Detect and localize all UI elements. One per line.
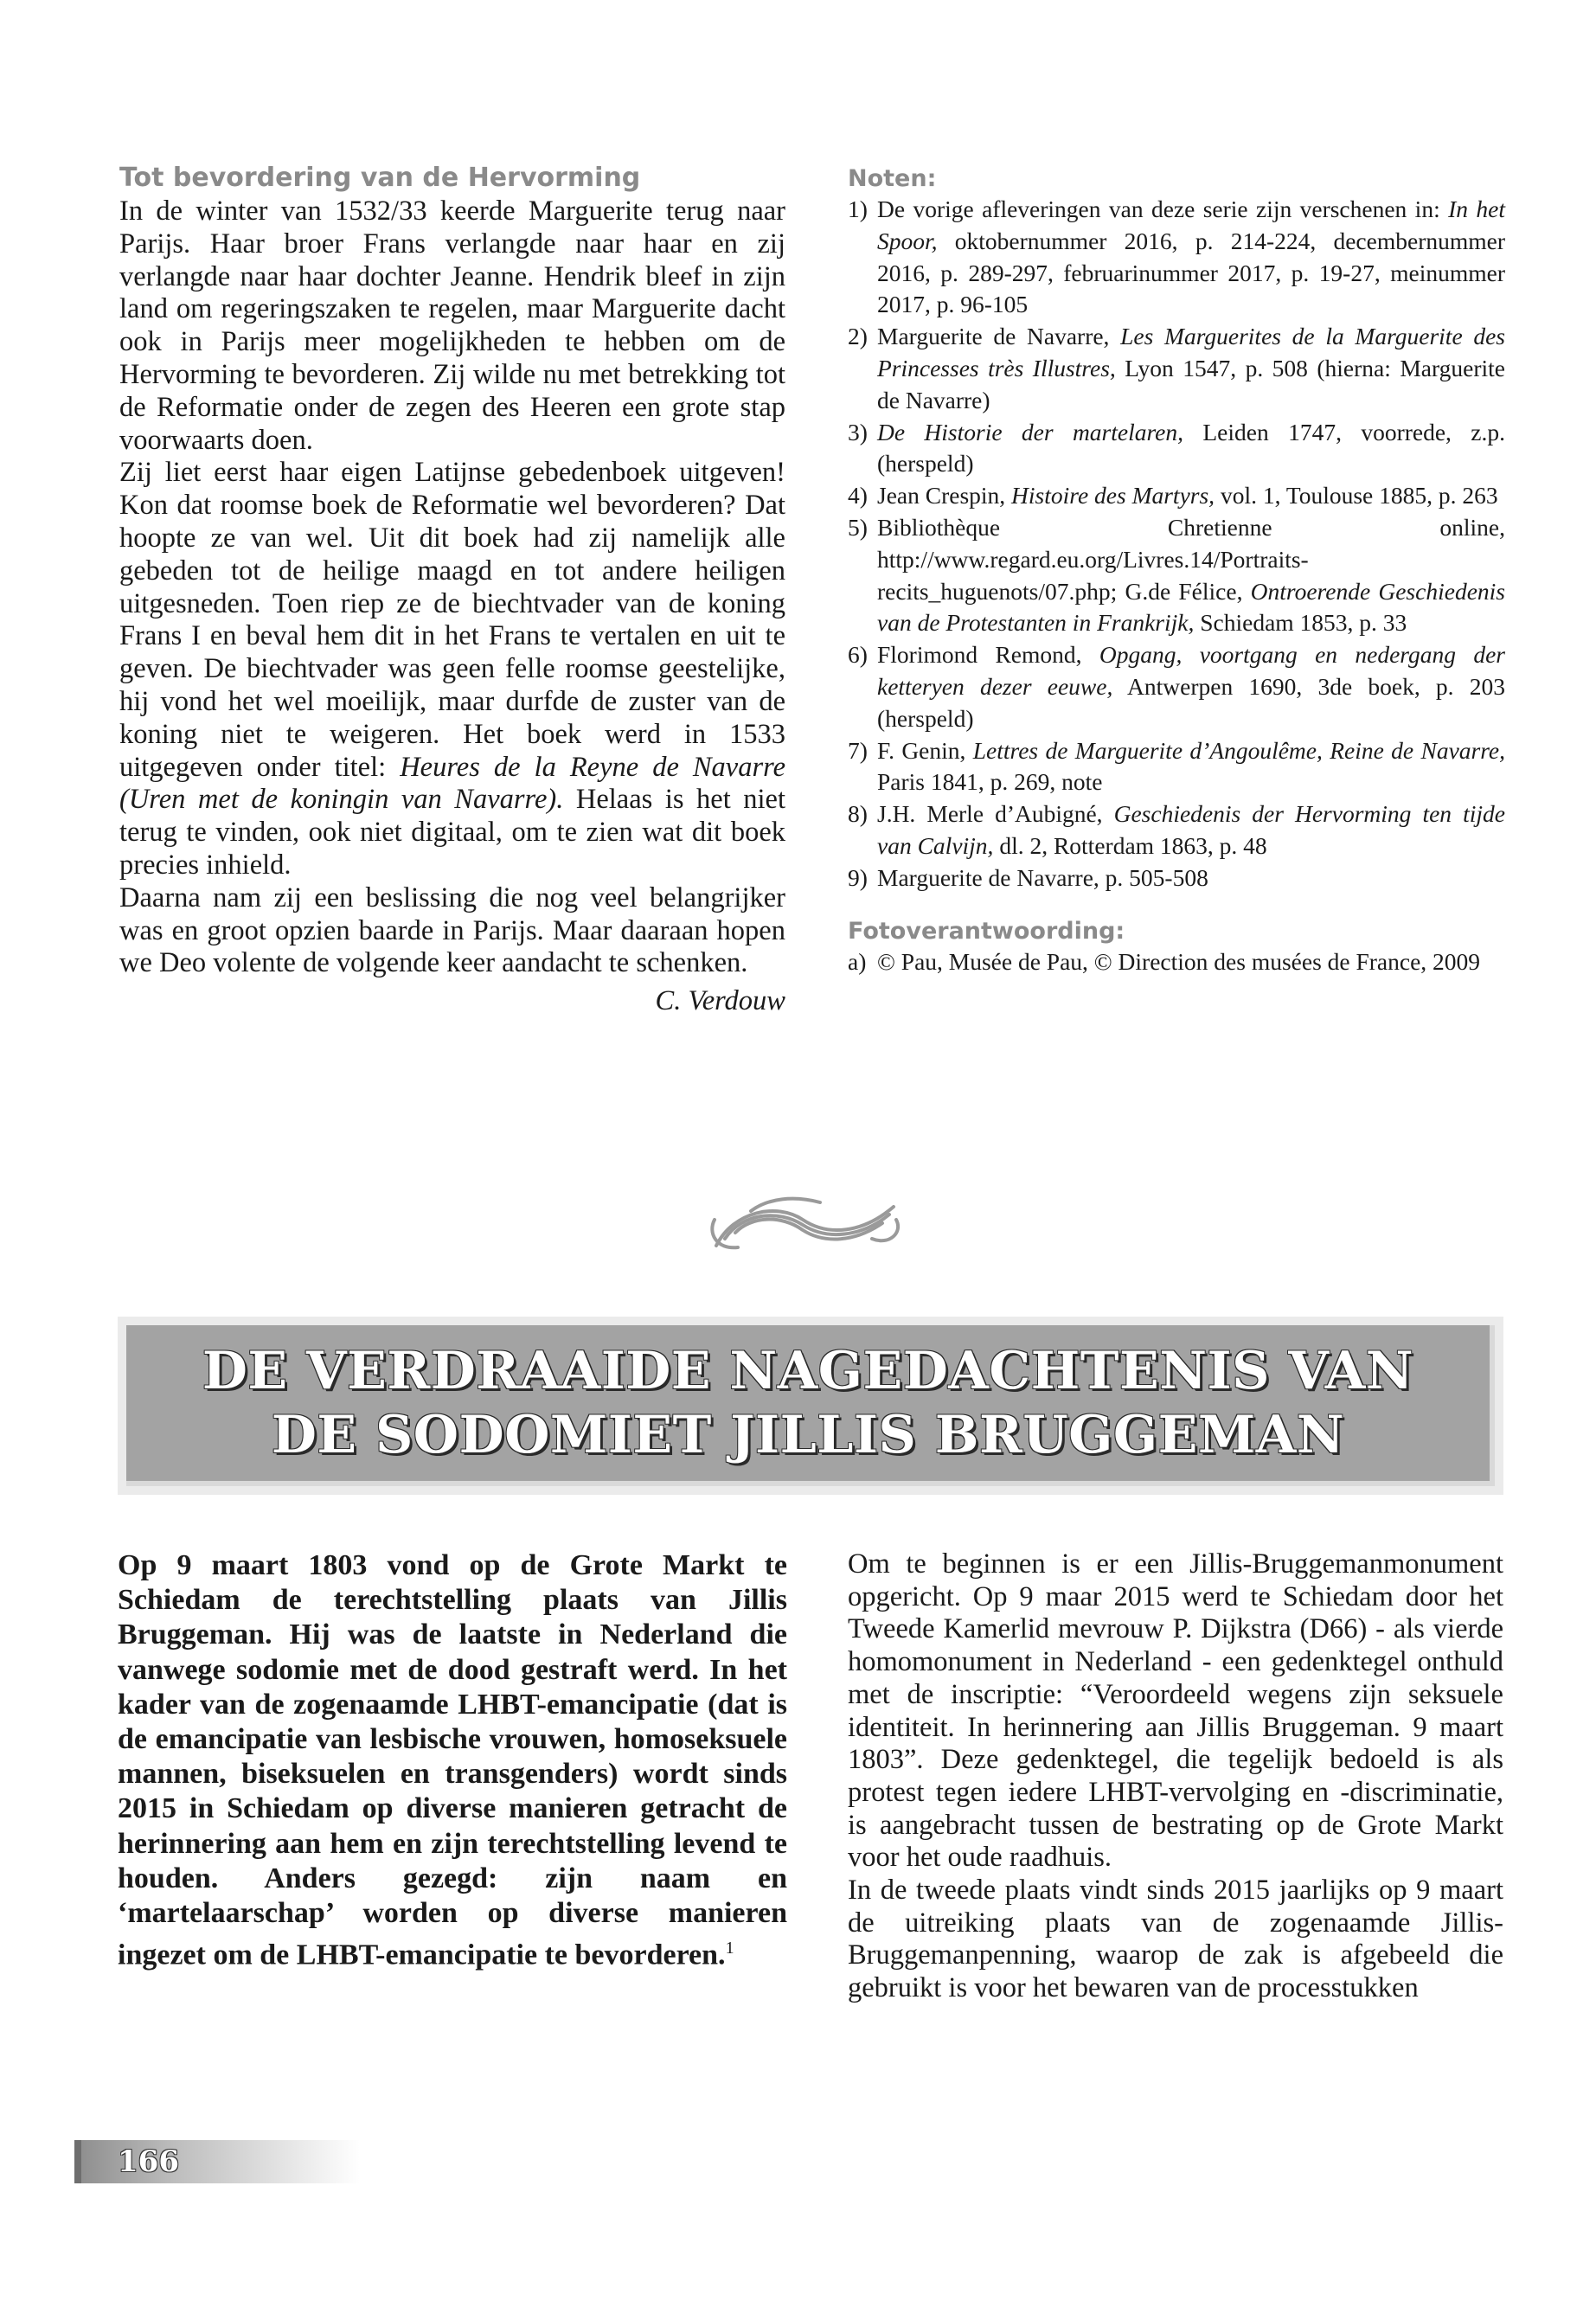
- note-number: 5): [848, 513, 868, 541]
- lead-text: Op 9 maart 1803 vond op de Grote Markt te Schiedam de terechtstelling plaats van Jillis Bruggeman. Hij was de laatste in Nederland die vanwege sodomie met de dood gestraft werd. In het kader van de zogenaamde LHBT-emancipatie (dat is de emancipatie van lesbische vrouwen, homoseksuele mannen, biseksuelen en transgenders) wordt sinds 2015 in Schiedam op diverse manieren getracht de herinnering aan hem en zijn terechtstelling levend te houden. Anders gezegd: zijn naam en ‘martelaarschap’ worden op diverse manieren ingezet om de LHBT-emancipatie te bevorderen.: [118, 1549, 787, 1971]
- note-text: Marguerite de Navarre,: [877, 323, 1121, 350]
- note-item: [848, 480, 1505, 512]
- note-text: Lyon 1547, p. 508 (hierna: Marguerite de Navarre): [877, 354, 1505, 413]
- note-text: oktobernummer 2016, p. 214-224, decembernummer 2016, p. 289-297, februarinummer 2017, p. 19-27, meinummer 2017, p. 96-105: [877, 227, 1505, 318]
- note-text: Schiedam 1853, p. 33: [1194, 609, 1407, 637]
- note-text: Leiden 1747, voorrede, z.p. (herspeld): [877, 418, 1505, 478]
- note-item: [848, 798, 1505, 862]
- note-text: Bibliothèque Chretienne online, http://www.regard.eu.org/Livres.14/Portraits-recits_huguenots/07.php; G.de Félice,: [877, 513, 1505, 605]
- photo-credits-list: [848, 946, 1505, 978]
- paragraph: In de winter van 1532/33 keerde Marguerite terug naar Parijs. Haar broer Frans verlangde naar haar en zij verlangde naar haar dochter Jeanne. Hendrik bleef in zijn land om regeringszaken te regelen, maar Marguerite dacht ook in Parijs meer mogelijkheden te hebben om de Hervorming te bevorderen. Zij wilde nu met betrekking tot de Reformatie onder de zegen des Heeren een grote stap voorwaarts doen.: [119, 195, 785, 456]
- note-item: [848, 639, 1505, 734]
- flourish-ornament-icon: [699, 1185, 907, 1263]
- notes-list: [848, 194, 1505, 894]
- note-text: De vorige afleveringen van deze serie zijn verschenen in:: [877, 195, 1449, 222]
- note-text: vol. 1, Toulouse 1885, p. 263: [1215, 482, 1498, 510]
- paragraph: Daarna nam zij een beslissing die nog veel belangrijker was en groot opzien baarde in Parijs. Maar daaraan hopen we Deo volente de volgende keer aandacht te schenken.: [119, 881, 785, 979]
- note-text: Jean Crespin,: [877, 482, 1012, 510]
- note-title: Geschiedenis der Hervorming ten tijde van Calvijn,: [877, 800, 1505, 859]
- note-number: 4): [848, 482, 868, 510]
- title-panel: [126, 1325, 1495, 1486]
- note-item: [848, 194, 1505, 321]
- note-title: Ontroerende Geschiedenis van de Protestanten in Frankrijk,: [877, 577, 1505, 637]
- article-continuation: [119, 161, 785, 1018]
- note-text: Antwerpen 1690, 3de boek, p. 203 (herspeld): [877, 672, 1505, 732]
- article-lead-column: [118, 1548, 787, 1973]
- note-title: Les Marguerites de la Marguerite des Princesses très Illustres,: [877, 323, 1506, 381]
- paragraph-text: Zij liet eerst haar eigen Latijnse gebedenboek uitgeven! Kon dat roomse boek de Reformatie wel bevorderen? Dat hoopte ze van wel. Uit dit boek had zij namelijk alle gebeden tot de heilige maagd en tot andere heiligen uitgesneden. Toen riep ze de biechtvader van de koning Frans I en beval hem dit in het Frans te vertalen en uit te geven. De biechtvader was geen felle roomse geestelijke, hij vond het wel moeilijk, maar durfde de zuster van de koning niet te weigeren. Het boek werd in 1533 uitgegeven onder titel:: [119, 457, 785, 783]
- note-text: Florimond Remond,: [877, 641, 1099, 669]
- note-item: [848, 417, 1505, 481]
- note-title: Opgang, voortgang en nedergang der ketteryen dezer eeuwe,: [877, 641, 1505, 700]
- photo-credit-item: [848, 946, 1505, 978]
- note-title: De Historie der martelaren,: [877, 418, 1184, 445]
- note-item: [848, 321, 1505, 416]
- note-title: Histoire des Martyrs,: [1011, 482, 1215, 510]
- author-signature: C. Verdouw: [655, 985, 785, 1017]
- note-number: 9): [848, 863, 868, 891]
- credit-label: a): [848, 947, 867, 975]
- notes-heading: Noten:: [848, 165, 937, 192]
- article-body: [119, 195, 785, 980]
- credit-text: © Pau, Musée de Pau, © Direction des musées de France, 2009: [877, 947, 1481, 975]
- paragraph-text: Helaas is het niet terug te vinden, ook niet digitaal, om te zien wat dit boek precies inhield.: [119, 784, 785, 881]
- note-title: Lettres de Marguerite d’Angoulême, Reine de Navarre,: [972, 736, 1505, 764]
- title-line-2: DE SODOMIET JILLIS BRUGGEMAN: [271, 1405, 1345, 1465]
- note-text: Marguerite de Navarre, p. 505-508: [877, 863, 1208, 891]
- note-text: J.H. Merle d’Aubigné,: [877, 800, 1114, 828]
- note-number: 3): [848, 418, 868, 445]
- article-lead: [118, 1548, 787, 1973]
- note-number: 6): [848, 641, 868, 669]
- footnote-ref: 1: [725, 1939, 734, 1958]
- book-title: Heures de la Reyne de Navarre (Uren met de koningin van Navarre).: [119, 751, 786, 816]
- note-number: 8): [848, 800, 868, 828]
- note-title: In het Spoor,: [877, 195, 1505, 254]
- paragraph: [119, 457, 785, 881]
- note-number: 7): [848, 736, 868, 764]
- note-text: dl. 2, Rotterdam 1863, p. 48: [993, 831, 1267, 859]
- note-number: 2): [848, 323, 868, 350]
- article-body-column: [848, 1548, 1503, 2005]
- photo-credits-heading: Fotoverantwoording:: [848, 917, 1125, 945]
- note-text: Paris 1841, p. 269, note: [877, 768, 1103, 796]
- page-number-bar: [74, 2140, 360, 2183]
- article-title-banner: [118, 1317, 1503, 1495]
- note-text: F. Genin,: [877, 736, 973, 764]
- note-item: [848, 512, 1505, 639]
- paragraph: In de tweede plaats vindt sinds 2015 jaarlijks op 9 maart de uitreiking plaats van de zogenaamde Jillis-Bruggemanpenning, waarop de zak is afgebeeld die gebruikt is voor het bewaren van de processtukken: [848, 1875, 1503, 2004]
- page-number-accent: [74, 2140, 81, 2183]
- article-body: [848, 1548, 1503, 2005]
- notes-column: [848, 164, 1505, 977]
- paragraph: Om te beginnen is er een Jillis-Bruggemanmonument opgericht. Op 9 maar 2015 werd te Schiedam door het Tweede Kamerlid mevrouw P. Dijkstra (D66) - als vierde homomonument in Nederland - een gedenktegel onthuld met de inscriptie: “Veroordeeld wegens zijn seksuele identiteit. In herinnering aan Jillis Bruggeman. 9 maart 1803”. Deze gedenktegel, die tegelijk bedoeld is als protest tegen iedere LHBT-vervolging en -discriminatie, is aangebracht tussen de bestrating op de Grote Markt voor het oude raadhuis.: [848, 1548, 1503, 1874]
- note-item: [848, 735, 1505, 799]
- note-number: 1): [848, 195, 868, 222]
- note-item: [848, 862, 1505, 894]
- title-line-1: DE VERDRAAIDE NAGEDACHTENIS VAN: [202, 1341, 1414, 1401]
- section-heading: Tot bevordering van de Hervorming: [119, 163, 641, 193]
- page-number: 166: [118, 2144, 179, 2179]
